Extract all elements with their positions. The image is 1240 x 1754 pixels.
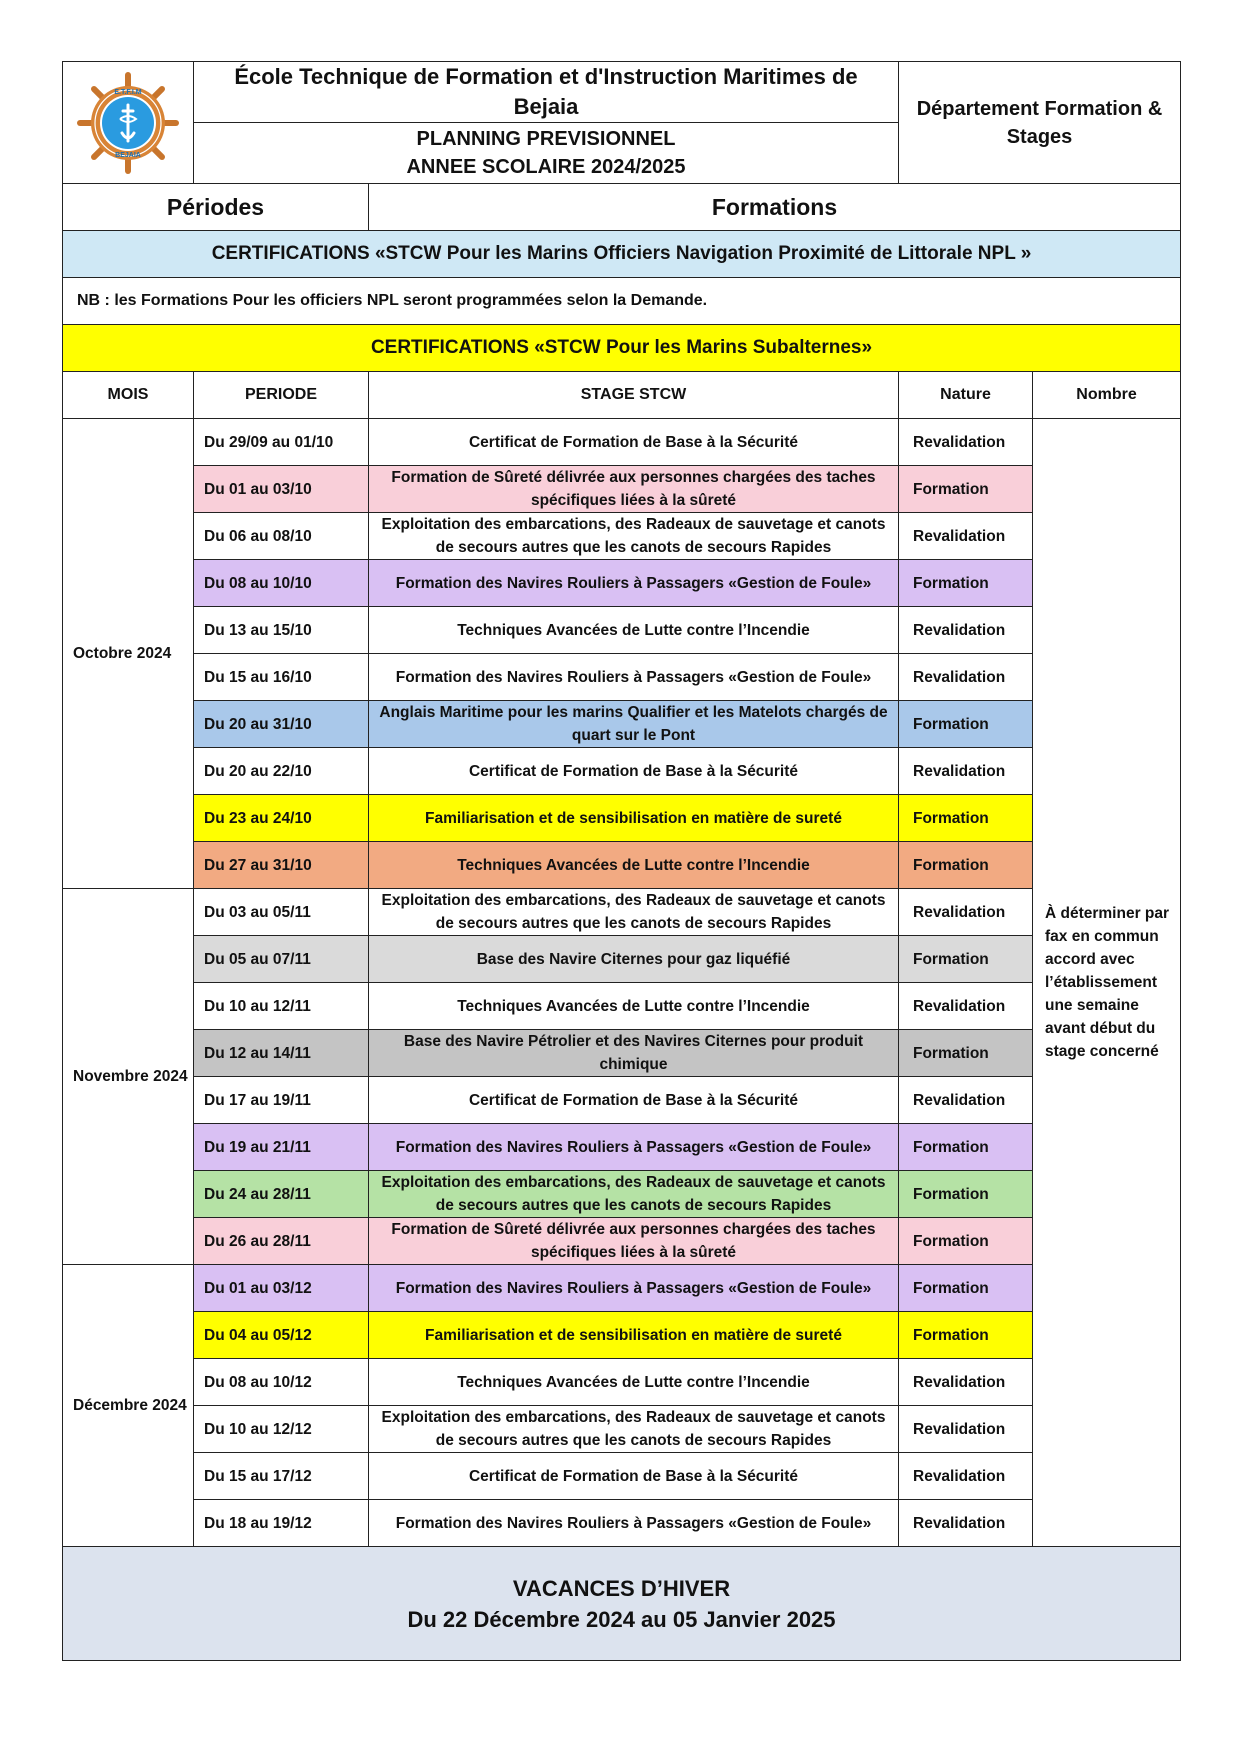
logo-text-top: E.T.F.I.M: [114, 88, 142, 96]
nature-cell: Revalidation: [899, 889, 1033, 936]
periode-cell: Du 10 au 12/12: [194, 1406, 369, 1453]
periode-cell: Du 26 au 28/11: [194, 1218, 369, 1265]
department-line1: Département Formation &: [916, 97, 1163, 120]
schedule-row: [63, 1359, 1181, 1406]
schedule-row: [63, 607, 1181, 654]
stage-cell: Formation des Navires Rouliers à Passagers «Gestion de Foule»: [369, 1124, 899, 1171]
nature-cell: Formation: [899, 1218, 1033, 1265]
nature-cell: Revalidation: [899, 513, 1033, 560]
schedule-row: [63, 842, 1181, 889]
periode-cell: Du 12 au 14/11: [194, 1030, 369, 1077]
header-nature: Nature: [899, 372, 1033, 419]
nature-cell: Formation: [899, 936, 1033, 983]
periode-cell: Du 13 au 15/10: [194, 607, 369, 654]
header-mois: MOIS: [63, 372, 194, 419]
nature-cell: Formation: [899, 842, 1033, 889]
nature-cell: Revalidation: [899, 1500, 1033, 1547]
logo-text-bottom: BEJAIA: [115, 151, 141, 159]
month-cell: Octobre 2024: [63, 419, 194, 889]
stage-cell: Formation de Sûreté délivrée aux personnes chargées des taches spécifiques liées à la sûreté: [369, 1218, 899, 1265]
stage-cell: Exploitation des embarcations, des Radeaux de sauvetage et canots de secours autres que les canots de secours Rapides: [369, 889, 899, 936]
stage-cell: Formation des Navires Rouliers à Passagers «Gestion de Foule»: [369, 1500, 899, 1547]
school-name-line1: École Technique de Formation et d'Instruction Maritimes de: [234, 64, 858, 89]
periode-cell: Du 05 au 07/11: [194, 936, 369, 983]
schedule-row: [63, 936, 1181, 983]
school-name-line2: Bejaia: [513, 94, 579, 119]
npl-note: NB : les Formations Pour les officiers NPL seront programmées selon la Demande.: [63, 278, 1181, 325]
nature-cell: Revalidation: [899, 1406, 1033, 1453]
header-table: [62, 61, 1181, 184]
periode-cell: Du 29/09 au 01/10: [194, 419, 369, 466]
nature-cell: Formation: [899, 560, 1033, 607]
schedule-row: [63, 1218, 1181, 1265]
department-name: [899, 62, 1181, 184]
schedule-table: [62, 183, 1181, 1661]
periode-cell: Du 03 au 05/11: [194, 889, 369, 936]
schedule-row: [63, 1312, 1181, 1359]
periode-cell: Du 23 au 24/10: [194, 795, 369, 842]
periode-cell: Du 01 au 03/10: [194, 466, 369, 513]
schedule-row: [63, 1406, 1181, 1453]
planning-sheet: [62, 61, 1180, 1661]
schedule-row: [63, 513, 1181, 560]
department-line2: Stages: [1006, 125, 1073, 148]
periode-cell: Du 17 au 19/11: [194, 1077, 369, 1124]
schedule-row: [63, 654, 1181, 701]
nature-cell: Revalidation: [899, 748, 1033, 795]
periode-cell: Du 04 au 05/12: [194, 1312, 369, 1359]
periode-cell: Du 15 au 17/12: [194, 1453, 369, 1500]
planning-title-line1: PLANNING PREVISIONNEL: [416, 128, 676, 150]
nombre-note: À déterminer par fax en commun accord avec l’établissement une semaine avant début du stage concerné: [1033, 419, 1181, 1547]
winter-holidays-title: VACANCES D’HIVER: [512, 1575, 731, 1601]
planning-title: [194, 123, 899, 184]
school-name: [194, 62, 899, 123]
schedule-row: [63, 1030, 1181, 1077]
periode-cell: Du 18 au 19/12: [194, 1500, 369, 1547]
nature-cell: Formation: [899, 1312, 1033, 1359]
schedule-row: [63, 889, 1181, 936]
ship-wheel-logo-icon: [76, 71, 180, 175]
stage-cell: Familiarisation et de sensibilisation en matière de sureté: [369, 795, 899, 842]
periode-cell: Du 20 au 31/10: [194, 701, 369, 748]
formations-heading: Formations: [369, 184, 1181, 231]
schedule-row: [63, 1124, 1181, 1171]
stage-cell: Base des Navire Citernes pour gaz liquéfié: [369, 936, 899, 983]
stage-cell: Techniques Avancées de Lutte contre l’Incendie: [369, 607, 899, 654]
header-periode: PERIODE: [194, 372, 369, 419]
periode-cell: Du 01 au 03/12: [194, 1265, 369, 1312]
nature-cell: Formation: [899, 1124, 1033, 1171]
nature-cell: Revalidation: [899, 419, 1033, 466]
stage-cell: Techniques Avancées de Lutte contre l’Incendie: [369, 983, 899, 1030]
schedule-row: [63, 983, 1181, 1030]
header-stage: STAGE STCW: [369, 372, 899, 419]
stage-cell: Certificat de Formation de Base à la Sécurité: [369, 1453, 899, 1500]
month-cell: Décembre 2024: [63, 1265, 194, 1547]
schedule-row: [63, 1265, 1181, 1312]
nature-cell: Revalidation: [899, 1359, 1033, 1406]
schedule-row: [63, 466, 1181, 513]
nature-cell: Revalidation: [899, 1453, 1033, 1500]
periode-cell: Du 15 au 16/10: [194, 654, 369, 701]
nature-cell: Revalidation: [899, 607, 1033, 654]
stage-cell: Exploitation des embarcations, des Radeaux de sauvetage et canots de secours autres que les canots de secours Rapides: [369, 1171, 899, 1218]
stage-cell: Techniques Avancées de Lutte contre l’Incendie: [369, 1359, 899, 1406]
stage-cell: Anglais Maritime pour les marins Qualifier et les Matelots chargés de quart sur le Pont: [369, 701, 899, 748]
stage-cell: Base des Navire Pétrolier et des Navires Citernes pour produit chimique: [369, 1030, 899, 1077]
periode-cell: Du 08 au 10/10: [194, 560, 369, 607]
periode-cell: Du 06 au 08/10: [194, 513, 369, 560]
schedule-row: [63, 1171, 1181, 1218]
stage-cell: Certificat de Formation de Base à la Sécurité: [369, 419, 899, 466]
periode-cell: Du 24 au 28/11: [194, 1171, 369, 1218]
stage-cell: Certificat de Formation de Base à la Sécurité: [369, 1077, 899, 1124]
stage-cell: Exploitation des embarcations, des Radeaux de sauvetage et canots de secours autres que les canots de secours Rapides: [369, 1406, 899, 1453]
schedule-row: [63, 1453, 1181, 1500]
stage-cell: Exploitation des embarcations, des Radeaux de sauvetage et canots de secours autres que les canots de secours Rapides: [369, 513, 899, 560]
periode-cell: Du 19 au 21/11: [194, 1124, 369, 1171]
nature-cell: Formation: [899, 795, 1033, 842]
logo-cell: [63, 62, 194, 184]
winter-holidays: [63, 1547, 1181, 1661]
header-nombre: Nombre: [1033, 372, 1181, 419]
nature-cell: Revalidation: [899, 983, 1033, 1030]
stage-cell: Formation de Sûreté délivrée aux personnes chargées des taches spécifiques liées à la sûreté: [369, 466, 899, 513]
schedule-row: [63, 795, 1181, 842]
nature-cell: Revalidation: [899, 654, 1033, 701]
subalternes-section-title: CERTIFICATIONS «STCW Pour les Marins Subalternes»: [63, 325, 1181, 372]
periode-cell: Du 10 au 12/11: [194, 983, 369, 1030]
periods-heading: Périodes: [63, 184, 369, 231]
schedule-row: [63, 1500, 1181, 1547]
schedule-row: [63, 560, 1181, 607]
stage-cell: Formation des Navires Rouliers à Passagers «Gestion de Foule»: [369, 560, 899, 607]
npl-section-title: CERTIFICATIONS «STCW Pour les Marins Officiers Navigation Proximité de Littorale NPL »: [63, 231, 1181, 278]
schedule-row: [63, 1077, 1181, 1124]
nature-cell: Formation: [899, 701, 1033, 748]
stage-cell: Formation des Navires Rouliers à Passagers «Gestion de Foule»: [369, 1265, 899, 1312]
planning-title-line2: ANNEE SCOLAIRE 2024/2025: [406, 156, 686, 178]
periode-cell: Du 20 au 22/10: [194, 748, 369, 795]
schedule-row: [63, 419, 1181, 466]
stage-cell: Familiarisation et de sensibilisation en matière de sureté: [369, 1312, 899, 1359]
stage-cell: Certificat de Formation de Base à la Sécurité: [369, 748, 899, 795]
winter-holidays-dates: Du 22 Décembre 2024 au 05 Janvier 2025: [407, 1606, 836, 1632]
schedule-body: [63, 419, 1181, 1547]
periode-cell: Du 08 au 10/12: [194, 1359, 369, 1406]
month-cell: Novembre 2024: [63, 889, 194, 1265]
schedule-row: [63, 748, 1181, 795]
nature-cell: Formation: [899, 466, 1033, 513]
nature-cell: Formation: [899, 1171, 1033, 1218]
periode-cell: Du 27 au 31/10: [194, 842, 369, 889]
stage-cell: Techniques Avancées de Lutte contre l’Incendie: [369, 842, 899, 889]
stage-cell: Formation des Navires Rouliers à Passagers «Gestion de Foule»: [369, 654, 899, 701]
nature-cell: Formation: [899, 1265, 1033, 1312]
nature-cell: Revalidation: [899, 1077, 1033, 1124]
nature-cell: Formation: [899, 1030, 1033, 1077]
schedule-row: [63, 701, 1181, 748]
